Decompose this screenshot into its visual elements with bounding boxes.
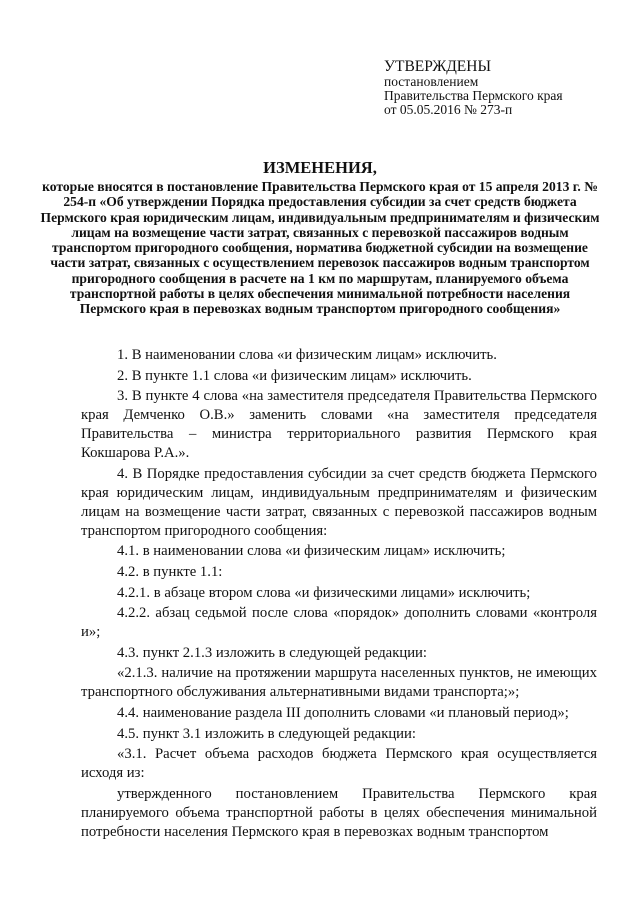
paragraph: «2.1.3. наличие на протяжении маршрута населенных пунктов, не имеющих транспортного обслуживания альтернативными видами транспорта;»; — [81, 665, 597, 701]
paragraph: 4.2. в пункте 1.1: — [117, 563, 223, 580]
paragraph: 4.1. в наименовании слова «и физическим лицам» исключить; — [117, 543, 506, 560]
paragraph: 3. В пункте 4 слова «на заместителя председателя Правительства Пермского края Демченко О.В.» заменить словами «на заместителя председателя Правительства – министра территориального развития Пермского края Кокшарова Р.А.». — [81, 388, 597, 462]
approval-line: постановлением — [384, 74, 479, 89]
paragraph: 4.2.1. в абзаце втором слова «и физическими лицами» исключить; — [117, 584, 531, 601]
paragraph: 4.3. пункт 2.1.3 изложить в следующей редакции: — [117, 644, 428, 661]
title-heading: ИЗМЕНЕНИЯ, — [263, 158, 377, 177]
paragraph: утвержденного постановлением Правительства Пермского края планируемого объема транспортной работы в целях обеспечения минимальной потребности населения Пермского края в перевозках водным транспортом — [81, 785, 597, 840]
document-title — [40, 157, 600, 317]
paragraph: 4.4. наименование раздела III дополнить словами «и плановый период»; — [117, 704, 569, 721]
paragraph: «3.1. Расчет объема расходов бюджета Пермского края осуществляется исходя из: — [81, 746, 597, 782]
paragraph: 1. В наименовании слова «и физическим лицам» исключить. — [117, 347, 497, 363]
paragraph: 4.2.2. абзац седьмой после слова «порядок» дополнить словами «контроля и»; — [81, 605, 597, 641]
title-subtitle: которые вносятся в постановление Правительства Пермского края от 15 апреля 2013 г. № 254-п «Об утверждении Порядка предоставления субсидии за счет средств бюджета Пермского края юридическим лицам, индивидуальным предпринимателям и физическим лицам на возмещение части затрат, связанных с перевозкой пассажиров водным транспортом пригородного сообщения, норматива бюджетной субсидии на возмещение части затрат, связанных с осуществлением перевозок пассажиров водным транспортом пригородного сообщения в расчете на 1 км по маршрутам, планируемого объема транспортной работы в целях обеспечения минимальной потребности населения Пермского края в перевозках водным транспортом пригородного сообщения» — [40, 179, 600, 317]
paragraph: 2. В пункте 1.1 слова «и физическим лицам» исключить. — [117, 367, 472, 384]
approval-line: от 05.05.2016 № 273-п — [384, 102, 513, 117]
paragraph: 4. В Порядке предоставления субсидии за счет средств бюджета Пермского края юридическим лицам, индивидуальным предпринимателям и физическим лицам на возмещение части затрат, связанных с перевозкой пассажиров водным транспортом пригородного сообщения: — [81, 465, 597, 539]
approval-heading: УТВЕРЖДЕНЫ — [384, 58, 491, 75]
approval-stamp — [384, 58, 563, 117]
paragraph: 4.5. пункт 3.1 изложить в следующей редакции: — [117, 725, 416, 742]
document-body — [81, 346, 597, 843]
approval-line: Правительства Пермского края — [384, 88, 563, 103]
